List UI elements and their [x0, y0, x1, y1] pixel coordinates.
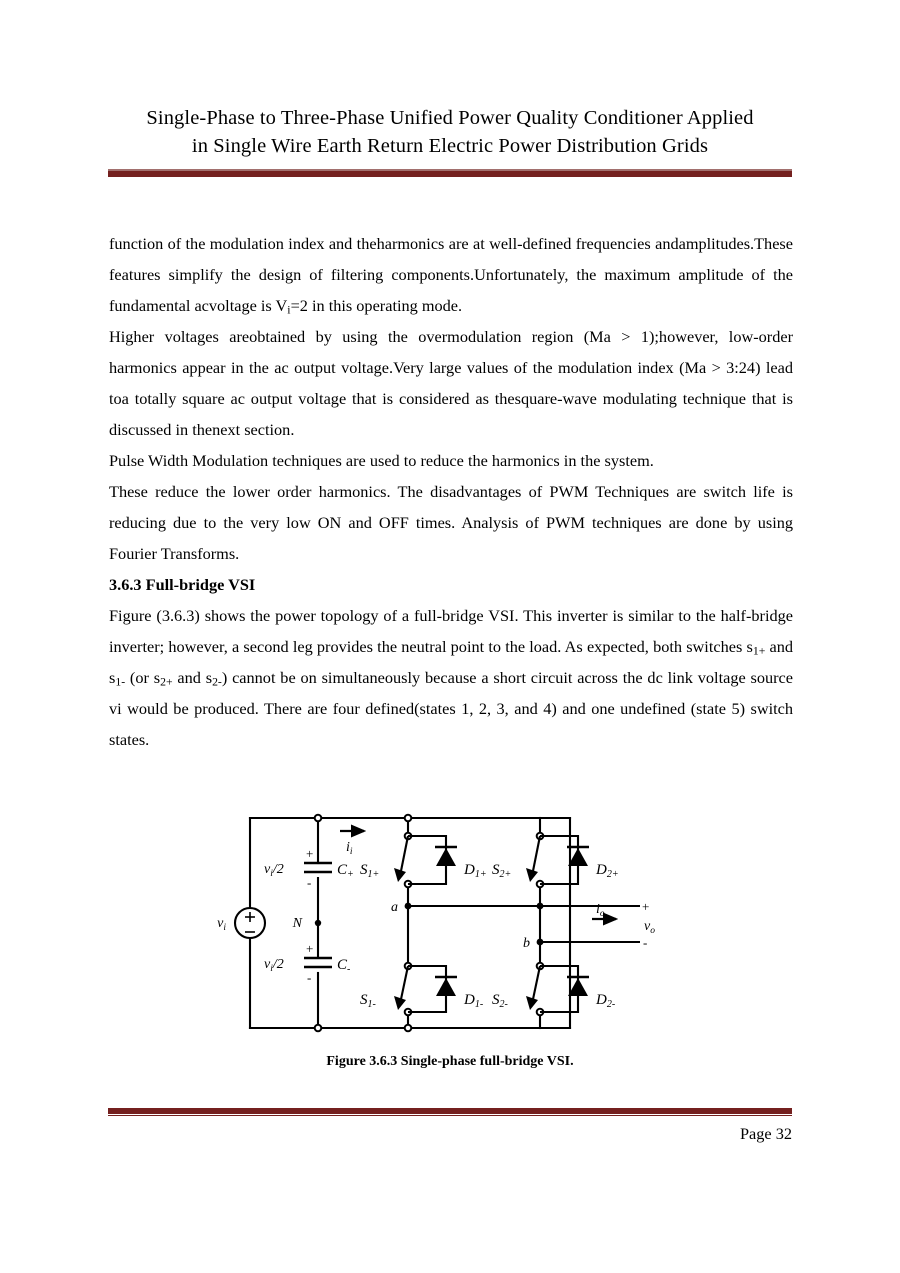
paragraph-5-subscript-1-minus: 1- [115, 675, 126, 689]
paragraph-5-subscript-2-minus: 2- [212, 675, 222, 689]
paragraph-5-text-b: and s [109, 637, 793, 687]
header-divider [108, 169, 792, 177]
switch-s1-plus-symbol [394, 836, 408, 882]
polarity-plus-vo: + [642, 899, 650, 914]
page-header [108, 104, 792, 177]
footer-divider-thin [108, 1115, 792, 1116]
footer-divider-dark [108, 1108, 792, 1114]
circuit-diagram [0, 806, 900, 1046]
page-title-line-1: Single-Phase to Three-Phase Unified Power Quality Conditioner Applied [146, 107, 754, 129]
polarity-minus-vo: - [643, 935, 648, 950]
paragraph-full-bridge-description [109, 600, 793, 755]
polarity-plus-c-minus: + [306, 941, 314, 956]
paragraph-5-text-e: ) cannot be on simultaneously because a short circuit across the dc link voltage source vi would be produced. There are four defined(states 1, 2, 3, and 4) and one undefined (state 5) switch states. [109, 668, 794, 749]
label-diode-d2-plus: $D_{2+}$ [596, 862, 619, 880]
paragraph-5-text-a: Figure (3.6.3) shows the power topology of a full-bridge VSI. This inverter is similar to the half-bridge inverter; however, a second leg provides the neutral point to the load. As expected, both switches s [109, 606, 793, 656]
paragraph-overmodulation: Higher voltages areobtained by using the overmodulation region (Ma > 1);however, low-order harmonics appear in the ac output voltage.Very large values of the modulation index (Ma > 3:24) lead toa totally square ac output voltage that is considered as thesquare-wave modulating technique that is discussed in thenext section. [109, 327, 793, 439]
switch-s2-plus-symbol [526, 836, 540, 882]
paragraph-modulation-index [109, 228, 793, 321]
label-cap-top-voltage: $v_i/2$ [264, 862, 284, 879]
figure-block [0, 806, 900, 1070]
label-switch-s1-minus: $S_{1-}$ [360, 992, 376, 1010]
label-node-n: N [292, 916, 302, 931]
header-divider-dark [108, 171, 792, 177]
label-current-io: $i_o$ [596, 902, 605, 919]
label-source-vi: $v_i$ [217, 916, 226, 933]
diode-d1-plus-symbol [408, 836, 457, 884]
page-title-line-2: in Single Wire Earth Return Electric Power Distribution Grids [191, 135, 709, 157]
capacitor-c-plus [304, 863, 332, 872]
polarity-minus-c-plus: - [307, 875, 312, 890]
solid-nodes [315, 903, 544, 946]
label-voltage-vo: $v_o$ [644, 919, 655, 936]
diode-d2-minus-symbol [540, 966, 589, 1012]
page-footer [108, 1108, 792, 1144]
circuit-labels [217, 840, 655, 1010]
page-number: Page 32 [740, 1124, 792, 1143]
label-switch-s2-minus: $S_{2-}$ [492, 992, 508, 1010]
label-diode-d1-minus: $D_{1-}$ [464, 992, 484, 1010]
full-bridge-vsi-schematic [217, 806, 660, 1041]
page-body [109, 228, 793, 755]
paragraph-5-text-d: and s [172, 668, 213, 687]
paragraph-pwm-intro: Pulse Width Modulation techniques are used to reduce the harmonics in the system. [109, 451, 654, 470]
paragraph-1-text-b: =2 in this operating mode. [290, 296, 463, 315]
paragraph-pwm-disadvantages: These reduce the lower order harmonics. The disadvantages of PWM Techniques are switch life is reducing due to the very low ON and OFF times. Analysis of PWM techniques are done by using Fourier Transforms. [109, 482, 793, 563]
label-node-b: b [523, 936, 530, 951]
label-cap-bottom-voltage: $v_i/2$ [264, 957, 284, 974]
paragraph-5-text-c: (or s [125, 668, 161, 687]
page-title [108, 104, 792, 160]
label-diode-d1-plus: $D_{1+}$ [464, 862, 487, 880]
polarity-minus-c-minus: - [307, 970, 312, 985]
label-diode-d2-minus: $D_{2-}$ [596, 992, 616, 1010]
label-node-a: a [391, 900, 398, 915]
label-current-ii: $i_i$ [346, 840, 353, 857]
paragraph-1-subscript-i: i [287, 303, 291, 317]
switch-s1-minus-symbol [394, 966, 408, 1010]
paragraph-5-subscript-1-plus: 1+ [752, 644, 766, 658]
polarity-plus-c-plus: + [306, 846, 314, 861]
diode-d1-minus-symbol [408, 966, 457, 1012]
dc-source-symbol [235, 908, 265, 938]
label-capacitor-c-plus: $C_+$ [337, 862, 354, 880]
section-heading-3-6-3: 3.6.3 Full-bridge VSI [109, 575, 256, 594]
figure-caption: Figure 3.6.3 Single-phase full-bridge VSI. [326, 1054, 574, 1069]
label-capacitor-c-minus: $C_-$ [337, 957, 351, 975]
diode-d2-plus-symbol [540, 836, 589, 884]
label-switch-s1-plus: $S_{1+}$ [360, 862, 380, 880]
capacitor-c-minus [304, 958, 332, 967]
paragraph-1-text-a: function of the modulation index and theharmonics are at well-defined frequencies andamplitudes.These features simplify the design of filtering components.Unfortunately, the maximum amplitude of the fundamental acvoltage is V [109, 234, 793, 315]
switch-s2-minus-symbol [526, 966, 540, 1010]
label-switch-s2-plus: $S_{2+}$ [492, 862, 512, 880]
paragraph-5-subscript-2-plus: 2+ [160, 675, 173, 689]
footer-divider [108, 1108, 792, 1116]
